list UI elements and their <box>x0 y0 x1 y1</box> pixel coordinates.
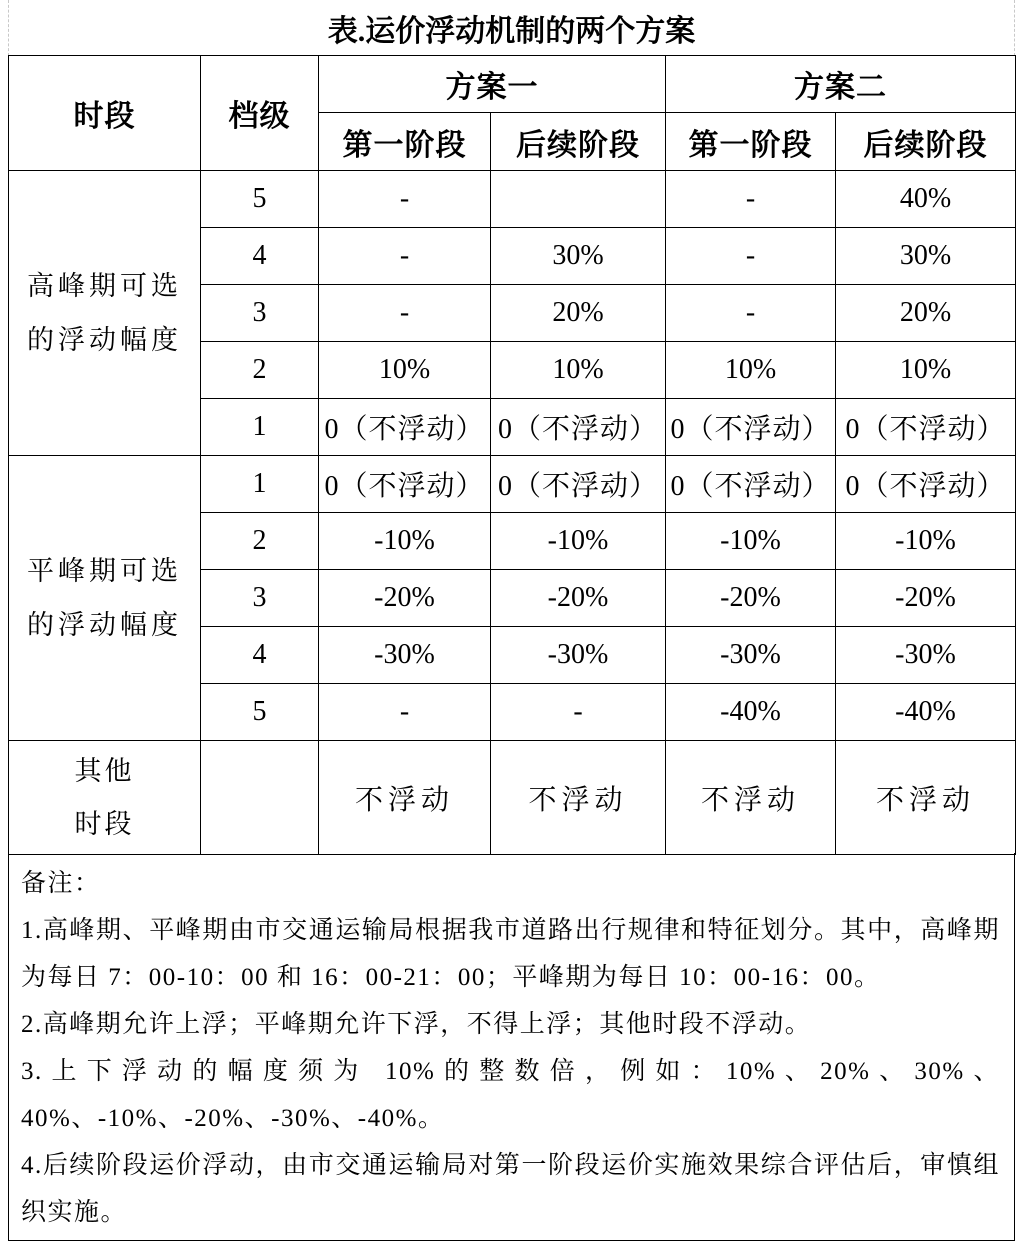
table-cell: - <box>319 684 491 741</box>
table-cell: -40% <box>666 684 836 741</box>
table-cell: 0（不浮动） <box>836 399 1016 456</box>
table-cell: - <box>666 285 836 342</box>
table-cell: -20% <box>319 570 491 627</box>
table-cell: -20% <box>836 570 1016 627</box>
table-cell: 0（不浮动） <box>319 399 491 456</box>
level-cell: 3 <box>201 285 319 342</box>
table-cell: -40% <box>836 684 1016 741</box>
table-cell: 10% <box>319 342 491 399</box>
notes-heading: 备注： <box>21 870 101 897</box>
peak-group-label <box>9 171 201 456</box>
group-label-line: 的浮动幅度 <box>27 610 182 640</box>
table-cell: 0（不浮动） <box>491 456 666 513</box>
table-cell: -30% <box>666 627 836 684</box>
table-cell: - <box>319 228 491 285</box>
level-cell: 3 <box>201 570 319 627</box>
table-cell: -10% <box>491 513 666 570</box>
level-cell: 2 <box>201 513 319 570</box>
table-cell: 10% <box>666 342 836 399</box>
note-item: 4.后续阶段运价浮动，由市交通运输局对第一阶段运价实施效果综合评估后，审慎组织实施。 <box>21 1152 1000 1226</box>
table-cell: 20% <box>491 285 666 342</box>
table-cell: 不浮动 <box>836 741 1016 855</box>
table-cell: 30% <box>836 228 1016 285</box>
table-title: 表.运价浮动机制的两个方案 <box>8 0 1015 56</box>
header-plan-2: 方案二 <box>666 56 1016 113</box>
table-cell: 不浮动 <box>491 741 666 855</box>
table-cell: -30% <box>836 627 1016 684</box>
table-cell: -20% <box>666 570 836 627</box>
header-plan-2-stage-later: 后续阶段 <box>836 113 1016 171</box>
table-row <box>9 456 1016 513</box>
header-plan-1-stage-later: 后续阶段 <box>491 113 666 171</box>
table-cell: 不浮动 <box>666 741 836 855</box>
table-cell: -30% <box>491 627 666 684</box>
table-cell: -10% <box>836 513 1016 570</box>
level-cell: 2 <box>201 342 319 399</box>
table-cell: 0（不浮动） <box>491 399 666 456</box>
table-cell: 10% <box>836 342 1016 399</box>
table-cell: 40% <box>836 171 1016 228</box>
table-cell: -20% <box>491 570 666 627</box>
note-item: 1.高峰期、平峰期由市交通运输局根据我市道路出行规律和特征划分。其中，高峰期为每日 7：00-10：00 和 16：00-21：00；平峰期为每日 10：00-16：00。 <box>21 917 1000 991</box>
header-plan-2-stage-1: 第一阶段 <box>666 113 836 171</box>
table-cell: 0（不浮动） <box>836 456 1016 513</box>
level-cell: 5 <box>201 684 319 741</box>
level-cell <box>201 741 319 855</box>
note-item: 3.上下浮动的幅度须为 10%的整数倍，例如：10%、20%、30%、40%、-10%、-20%、-30%、-40%。 <box>21 1058 1000 1132</box>
header-plan-1: 方案一 <box>319 56 666 113</box>
table-cell: - <box>319 285 491 342</box>
table-cell: 30% <box>491 228 666 285</box>
group-label-line: 平峰期可选 <box>27 556 182 586</box>
table-cell: 10% <box>491 342 666 399</box>
level-cell: 4 <box>201 228 319 285</box>
fare-float-table <box>8 55 1016 855</box>
table-cell: 0（不浮动） <box>666 399 836 456</box>
table-row <box>9 171 1016 228</box>
table-cell: -10% <box>319 513 491 570</box>
table-row <box>9 741 1016 855</box>
level-cell: 1 <box>201 399 319 456</box>
group-label-line: 的浮动幅度 <box>27 325 182 355</box>
table-cell: - <box>666 171 836 228</box>
table-cell: 0（不浮动） <box>319 456 491 513</box>
header-row <box>9 56 1016 113</box>
table-cell: -30% <box>319 627 491 684</box>
level-cell: 1 <box>201 456 319 513</box>
group-label-line: 高峰期可选 <box>27 271 182 301</box>
table-cell: 不浮动 <box>319 741 491 855</box>
level-cell: 5 <box>201 171 319 228</box>
table-cell <box>491 171 666 228</box>
table-cell: - <box>666 228 836 285</box>
header-period: 时段 <box>9 56 201 171</box>
group-label-line: 其他 <box>74 755 135 786</box>
table-cell: 20% <box>836 285 1016 342</box>
header-plan-1-stage-1: 第一阶段 <box>319 113 491 171</box>
notes-section <box>8 853 1015 1241</box>
group-label-line: 时段 <box>74 808 135 839</box>
offpeak-group-label <box>9 456 201 741</box>
header-level: 档级 <box>201 56 319 171</box>
table-cell: - <box>491 684 666 741</box>
table-cell: 0（不浮动） <box>666 456 836 513</box>
other-group-label <box>9 741 201 855</box>
table-cell: - <box>319 171 491 228</box>
level-cell: 4 <box>201 627 319 684</box>
note-item: 2.高峰期允许上浮；平峰期允许下浮，不得上浮；其他时段不浮动。 <box>21 1011 812 1038</box>
table-cell: -10% <box>666 513 836 570</box>
